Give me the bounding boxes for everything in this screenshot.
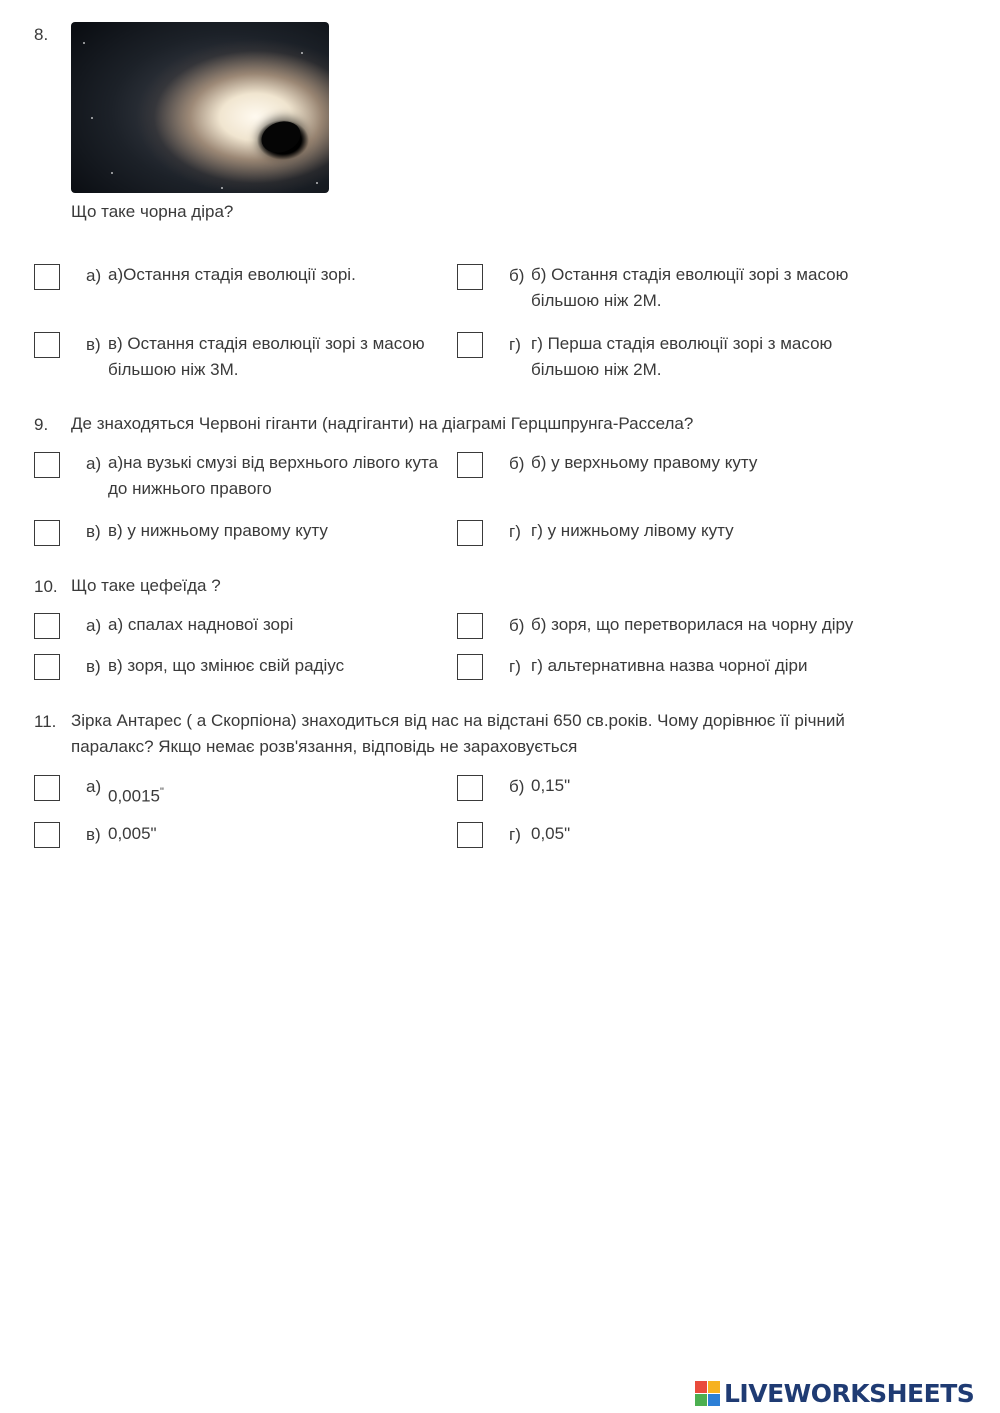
answer-checkbox[interactable] [457,822,483,848]
option-line: б) у верхньому правому куту [531,453,758,472]
answer-checkbox[interactable] [457,613,483,639]
option-line: в) зоря, що змінює свій радіус [108,656,345,675]
option-line: більшою ніж 3M. [108,360,239,379]
option-letter: в) [86,657,101,676]
option-text [531,773,570,799]
option-line: до нижнього правого [108,479,272,498]
answer-checkbox[interactable] [34,822,60,848]
logo-square [708,1381,720,1393]
option-letter: г) [509,825,521,844]
option-line: більшою ніж 2M. [531,360,662,379]
option-letter: б) [509,777,525,796]
answer-checkbox[interactable] [457,520,483,546]
question-number: 8. [34,25,49,44]
star-dot [221,187,223,189]
option-text [531,262,848,314]
black-hole-image [71,22,329,193]
option-letter: а) [86,266,102,285]
option-text [531,518,734,544]
option-value: 0,0015 [108,786,160,806]
question-text: Де знаходяться Червоні гіганти (надгіганти) на діаграмі Герцшпрунга-Рассела? [71,414,694,433]
question-line: паралакс? Якщо немає розв'язання, відповідь не зараховується [71,737,578,756]
answer-checkbox[interactable] [457,264,483,290]
logo-icon [695,1381,720,1406]
question-text [71,708,901,760]
question-text: Що таке чорна діра? [71,202,234,221]
option-line: г) Перша стадія еволюції зорі з масою [531,334,833,353]
question-number: 9. [34,415,49,434]
option-text [108,779,164,810]
question-number: 10. [34,577,58,596]
logo-square [695,1394,707,1406]
answer-checkbox[interactable] [457,775,483,801]
option-line: г) альтернативна назва чорної діри [531,656,808,675]
option-letter: в) [86,825,101,844]
answer-checkbox[interactable] [34,332,60,358]
option-letter: б) [509,266,525,285]
option-text [531,612,853,638]
option-line: г) у нижньому лівому куту [531,521,734,540]
option-letter: в) [86,522,101,541]
option-line: а)на вузькі смузі від верхнього лівого кута [108,453,438,472]
option-text [108,612,293,638]
option-text [531,821,570,847]
answer-checkbox[interactable] [34,775,60,801]
option-line: більшою ніж 2M. [531,291,662,310]
black-hole-shape [257,116,305,158]
answer-checkbox[interactable] [34,613,60,639]
option-value: 0,05" [531,824,571,843]
answer-checkbox[interactable] [34,520,60,546]
option-text [531,450,757,476]
option-text [531,653,808,679]
option-text [108,821,157,847]
option-letter: б) [509,616,525,635]
option-text [108,653,344,679]
logo-square [708,1394,720,1406]
answer-checkbox[interactable] [34,264,60,290]
answer-checkbox[interactable] [457,332,483,358]
option-text [108,518,328,544]
option-value: 0,005" [108,824,157,843]
option-line: б) Остання стадія еволюції зорі з масою [531,265,849,284]
option-line: б) зоря, що перетворилася на чорну діру [531,615,854,634]
option-letter: б) [509,454,525,473]
option-text [108,450,438,502]
option-line: в) Остання стадія еволюції зорі з масою [108,334,425,353]
question-line: Зірка Антарес ( а Скорпіона) знаходиться від нас на відстані 650 св.років. Чому дорівнює її річний [71,711,845,730]
arcsecond-mark: " [160,786,164,798]
star-dot [91,117,93,119]
liveworksheets-logo [695,1378,974,1408]
star-dot [316,182,318,184]
option-letter: а) [86,616,102,635]
answer-checkbox[interactable] [34,452,60,478]
brand-name: LIVEWORKSHEETS [724,1378,975,1408]
answer-checkbox[interactable] [34,654,60,680]
star-dot [301,52,303,54]
question-text: Що таке цефеїда ? [71,576,221,595]
option-text [108,262,356,288]
question-number: 11. [34,712,57,731]
option-letter: г) [509,522,521,541]
option-letter: а) [86,777,102,796]
answer-checkbox[interactable] [457,452,483,478]
option-line: а) спалах наднової зорі [108,615,294,634]
option-line: в) у нижньому правому куту [108,521,328,540]
option-letter: г) [509,335,521,354]
option-letter: в) [86,335,101,354]
answer-checkbox[interactable] [457,654,483,680]
option-value: 0,15" [531,776,571,795]
option-letter: а) [86,454,102,473]
star-dot [83,42,85,44]
star-dot [111,172,113,174]
option-line: а)Остання стадія еволюції зорі. [108,265,356,284]
option-text [531,331,832,383]
option-letter: г) [509,657,521,676]
logo-square [695,1381,707,1393]
option-text [108,331,425,383]
